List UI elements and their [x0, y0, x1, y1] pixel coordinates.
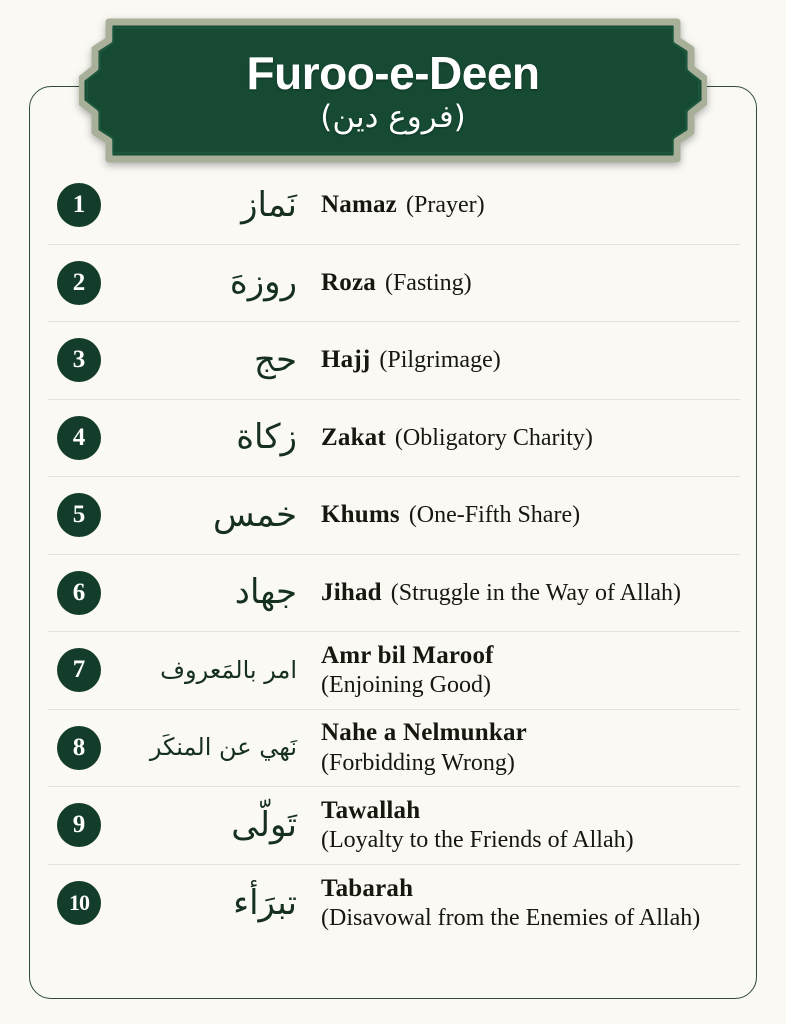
item-arabic-term: حج [254, 339, 297, 380]
item-meaning: (Enjoining Good) [321, 672, 491, 699]
item-transliteration: Tabarah [321, 874, 414, 902]
item-english-cell [315, 269, 740, 297]
item-transliteration: Hajj [321, 346, 371, 374]
item-transliteration: Nahe a Nelmunkar [321, 719, 527, 747]
item-transliteration: Namaz [321, 191, 397, 219]
item-english-cell [315, 718, 740, 777]
list-item [48, 245, 740, 323]
item-english-cell [315, 641, 740, 700]
list-item [48, 400, 740, 478]
list-item [48, 167, 740, 245]
item-english-cell [315, 579, 740, 607]
page-subtitle-urdu: (فروع دین) [320, 98, 466, 135]
item-number-cell [48, 881, 110, 925]
item-number-badge: 7 [57, 648, 101, 692]
header-banner [0, 18, 786, 163]
banner-text-block [79, 18, 707, 163]
item-number-cell [48, 338, 110, 382]
item-meaning: (Loyalty to the Friends of Allah) [321, 827, 634, 854]
item-number-badge: 4 [57, 416, 101, 460]
item-number-badge: 8 [57, 726, 101, 770]
page-title: Furoo-e-Deen [246, 46, 540, 99]
item-arabic-term: جهاد [234, 572, 297, 613]
item-meaning: (Fasting) [384, 269, 472, 296]
banner-plaque [79, 18, 707, 163]
item-arabic-term: نَهي عن المنكَر [149, 733, 297, 762]
item-transliteration: Jihad [321, 578, 382, 606]
item-number-cell [48, 803, 110, 847]
item-english-cell [315, 424, 740, 452]
list-item [48, 632, 740, 710]
item-meaning: (Struggle in the Way of Allah) [390, 579, 682, 606]
item-number-cell [48, 493, 110, 537]
item-number-badge: 9 [57, 803, 101, 847]
item-number-badge: 5 [57, 493, 101, 537]
item-transliteration: Khums [321, 501, 400, 529]
list-item [48, 710, 740, 788]
item-number-cell [48, 183, 110, 227]
furoo-e-deen-list [48, 167, 740, 942]
list-item [48, 787, 740, 865]
list-item [48, 555, 740, 633]
item-english-cell [315, 346, 740, 374]
item-transliteration: Tawallah [321, 796, 421, 824]
item-meaning: (Pilgrimage) [379, 347, 501, 374]
item-meaning: (One-Fifth Share) [408, 502, 581, 529]
item-english-cell [315, 501, 740, 529]
item-number-cell [48, 571, 110, 615]
item-number-cell [48, 416, 110, 460]
item-number-badge: 10 [57, 881, 101, 925]
list-item [48, 865, 740, 943]
item-number-cell [48, 261, 110, 305]
item-english-cell [315, 191, 740, 219]
item-transliteration: Amr bil Maroof [321, 641, 494, 669]
item-number-badge: 2 [57, 261, 101, 305]
item-transliteration: Zakat [321, 423, 386, 451]
item-number-badge: 6 [57, 571, 101, 615]
item-arabic-term: نَماز [241, 184, 297, 225]
item-number-cell [48, 648, 110, 692]
item-arabic-term: زكاة [236, 417, 297, 458]
item-arabic-term: امر بالمَعروف [160, 655, 297, 684]
item-meaning: (Forbidding Wrong) [321, 749, 515, 776]
item-transliteration: Roza [321, 268, 376, 296]
list-item [48, 477, 740, 555]
item-arabic-term: تبرَأء [233, 882, 297, 923]
item-number-cell [48, 726, 110, 770]
item-arabic-term: خمس [212, 494, 297, 535]
list-item [48, 322, 740, 400]
item-number-badge: 1 [57, 183, 101, 227]
item-english-cell [315, 874, 740, 933]
item-meaning: (Disavowal from the Enemies of Allah) [321, 905, 701, 932]
item-number-badge: 3 [57, 338, 101, 382]
item-english-cell [315, 796, 740, 855]
item-meaning: (Prayer) [405, 192, 485, 219]
item-meaning: (Obligatory Charity) [394, 424, 593, 451]
item-arabic-term: تَولّى [231, 804, 297, 845]
item-arabic-term: روزهَ [229, 262, 297, 303]
